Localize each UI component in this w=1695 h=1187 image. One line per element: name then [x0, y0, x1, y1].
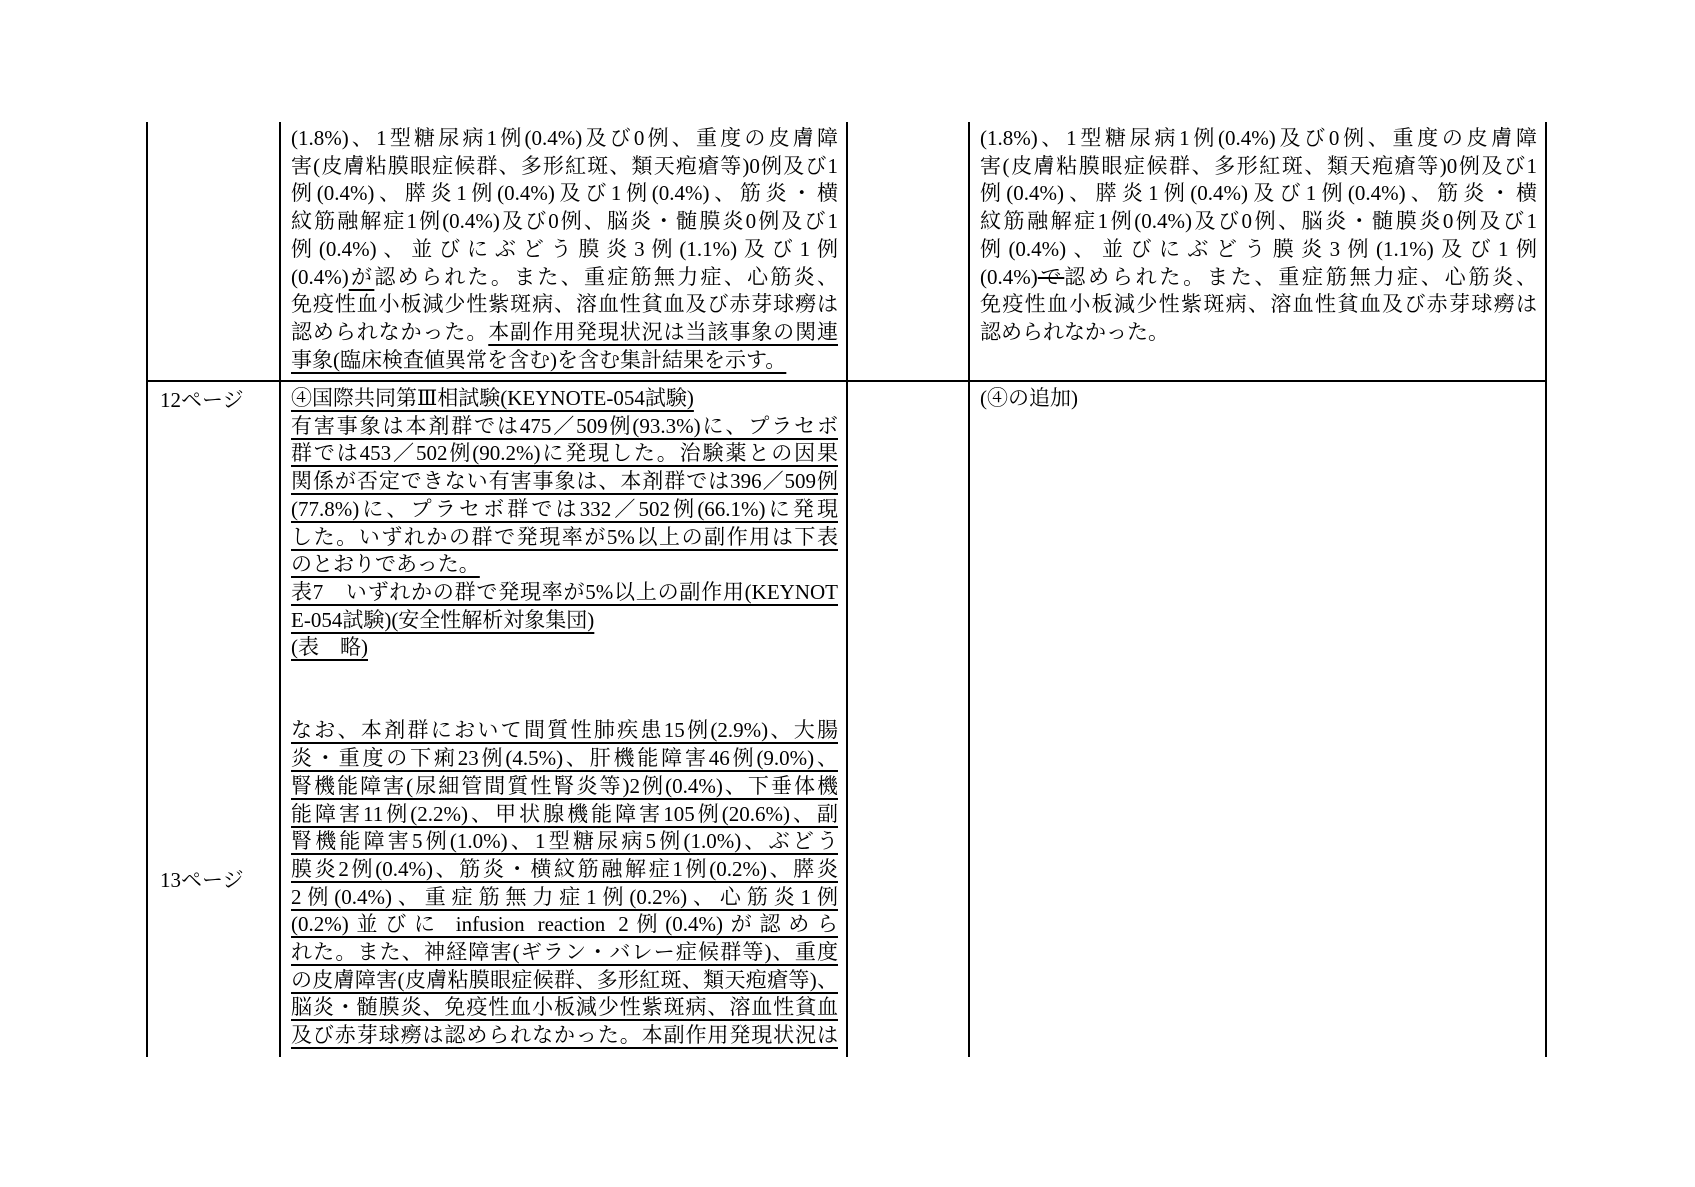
inserted-text: れた。また、神経障害(ギラン・バレー症候群等)、重度	[291, 940, 838, 965]
text-line	[291, 385, 838, 413]
deleted-text: で	[1037, 264, 1065, 289]
text-line	[291, 524, 838, 552]
text-line	[291, 745, 838, 773]
text-line	[291, 496, 838, 524]
text-line	[291, 856, 838, 884]
inserted-text: (77.8%)に、プラセボ群では332／502例(66.1%)に発現	[291, 496, 838, 521]
text-line	[980, 125, 1537, 153]
text-line	[291, 690, 838, 718]
text-line	[291, 413, 838, 441]
text-segment: (0.4%)	[980, 264, 1038, 289]
text-segment: 紋筋融解症1例(0.4%)及び0例、脳炎・髄膜炎0例及び1	[980, 209, 1537, 234]
text-line	[291, 319, 838, 347]
inserted-text: E-054試験)(安全性解析対象集団)	[291, 607, 595, 632]
text-line	[291, 468, 838, 496]
inserted-text: 群では453／502例(90.2%)に発現した。治験薬との因果	[291, 441, 838, 466]
inserted-text: の皮膚障害(皮膚粘膜眼症候群、多形紅斑、類天疱瘡等)、	[291, 967, 838, 992]
text-segment: (1.8%)、1型糖尿病1例(0.4%)及び0例、重度の皮膚障	[291, 126, 838, 150]
inserted-text: ④国際共同第Ⅲ相試験(KEYNOTE-054試験)	[291, 386, 694, 410]
old-text-body	[970, 382, 1545, 413]
page-label-cell	[146, 122, 279, 380]
text-line	[980, 236, 1537, 264]
text-line	[291, 773, 838, 801]
old-text-body	[970, 122, 1545, 347]
text-segment: 紋筋融解症1例(0.4%)及び0例、脳炎・髄膜炎0例及び1	[291, 209, 838, 234]
text-line	[291, 801, 838, 829]
text-line	[291, 180, 838, 208]
inserted-text: 能障害11例(2.2%)、甲状腺機能障害105例(20.6%)、副	[291, 801, 838, 826]
text-line	[291, 994, 838, 1022]
inserted-text: のとおりであった。	[291, 552, 480, 577]
text-segment: 認められなかった。	[291, 319, 489, 344]
text-segment: (0.4%)	[291, 264, 349, 289]
text-line	[291, 884, 838, 912]
text-line	[291, 125, 838, 153]
table-row-pages-12-13	[146, 380, 1547, 1057]
text-line	[980, 385, 1537, 413]
text-segment: (④の追加)	[980, 386, 1078, 410]
text-line	[291, 1022, 838, 1050]
text-line	[291, 911, 838, 939]
inserted-text: (表 略)	[291, 635, 368, 660]
text-segment: 認められなかった。	[980, 319, 1169, 344]
text-line	[291, 236, 838, 264]
table-row-continued	[146, 122, 1547, 380]
text-line	[291, 440, 838, 468]
inserted-text: 腎機能障害(尿細管間質性腎炎等)2例(0.4%)、下垂体機	[291, 773, 838, 798]
text-segment: 免疫性血小板減少性紫斑病、溶血性貧血及び赤芽球癆は	[291, 292, 838, 317]
text-line	[980, 208, 1537, 236]
spacer-cell	[846, 382, 968, 1057]
text-segment: 例(0.4%)、膵炎1例(0.4%)及び1例(0.4%)、筋炎・横	[291, 181, 838, 206]
inserted-text: 本副作用発現状況は当該事象の関連	[488, 319, 838, 344]
page-label-12: 12ページ	[160, 388, 244, 412]
text-line	[291, 662, 838, 690]
inserted-text: 2例(0.4%)、重症筋無力症1例(0.2%)、心筋炎1例	[291, 884, 838, 909]
text-line	[291, 208, 838, 236]
comparison-table	[146, 122, 1547, 1057]
inserted-text: 事象(臨床検査値異常を含む)を含む集計結果を示す。	[291, 347, 787, 372]
text-line	[291, 828, 838, 856]
text-segment: 害(皮膚粘膜眼症候群、多形紅斑、類天疱瘡等)0例及び1	[980, 153, 1537, 178]
spacer-cell	[846, 122, 968, 380]
inserted-text: 脳炎・髄膜炎、免疫性血小板減少性紫斑病、溶血性貧血	[291, 995, 838, 1020]
text-line	[291, 551, 838, 579]
text-line	[980, 180, 1537, 208]
inserted-text: が	[348, 264, 375, 289]
text-line	[291, 291, 838, 319]
inserted-text: なお、本剤群において間質性肺疾患15例(2.9%)、大腸	[291, 718, 838, 743]
new-text-cell	[279, 122, 846, 380]
text-line	[291, 347, 838, 375]
new-text-body	[281, 122, 846, 374]
text-line	[291, 579, 838, 607]
inserted-text: 有害事象は本剤群では475／509例(93.3%)に、プラセボ	[291, 413, 838, 438]
text-line	[291, 634, 838, 662]
text-segment: 認められた。また、重症筋無力症、心筋炎、	[374, 264, 839, 289]
text-segment: 免疫性血小板減少性紫斑病、溶血性貧血及び赤芽球癆は	[980, 292, 1537, 317]
text-segment: (1.8%)、1型糖尿病1例(0.4%)及び0例、重度の皮膚障	[980, 126, 1537, 150]
text-line	[291, 264, 838, 292]
text-line	[291, 967, 838, 995]
page-label-cell	[146, 382, 279, 1057]
inserted-text: 腎機能障害5例(1.0%)、1型糖尿病5例(1.0%)、ぶどう	[291, 829, 838, 854]
inserted-text: (0.2%)並びに infusion reaction 2例(0.4%)が認めら	[291, 912, 838, 937]
text-segment: 例(0.4%)、膵炎1例(0.4%)及び1例(0.4%)、筋炎・横	[980, 181, 1537, 206]
old-text-cell	[968, 382, 1547, 1057]
text-segment: 例(0.4%)、並びにぶどう膜炎3例(1.1%)及び1例	[980, 236, 1537, 261]
inserted-text: 表7 いずれかの群で発現率が5%以上の副作用(KEYNOT	[291, 579, 838, 604]
new-text-cell	[279, 382, 846, 1057]
inserted-text: 関係が否定できない有害事象は、本剤群では396／509例	[291, 469, 838, 494]
inserted-text: 膜炎2例(0.4%)、筋炎・横紋筋融解症1例(0.2%)、膵炎	[291, 856, 838, 881]
text-segment: 認められた。また、重症筋無力症、心筋炎、	[1064, 264, 1538, 289]
text-segment: 例(0.4%)、並びにぶどう膜炎3例(1.1%)及び1例	[291, 236, 838, 261]
text-line	[980, 319, 1537, 347]
inserted-text: 及び赤芽球癆は認められなかった。本副作用発現状況は	[291, 1023, 838, 1048]
inserted-text: 炎・重度の下痢23例(4.5%)、肝機能障害46例(9.0%)、	[291, 746, 838, 771]
text-line	[291, 607, 838, 635]
text-line	[291, 939, 838, 967]
new-text-body	[281, 382, 846, 1050]
text-line	[980, 291, 1537, 319]
text-line	[291, 153, 838, 181]
text-segment: 害(皮膚粘膜眼症候群、多形紅斑、類天疱瘡等)0例及び1	[291, 153, 838, 178]
text-line	[291, 717, 838, 745]
old-text-cell	[968, 122, 1547, 380]
text-line	[980, 264, 1537, 292]
text-line	[980, 153, 1537, 181]
inserted-text: した。いずれかの群で発現率が5%以上の副作用は下表	[291, 524, 838, 549]
page-label-13: 13ページ	[160, 868, 244, 892]
